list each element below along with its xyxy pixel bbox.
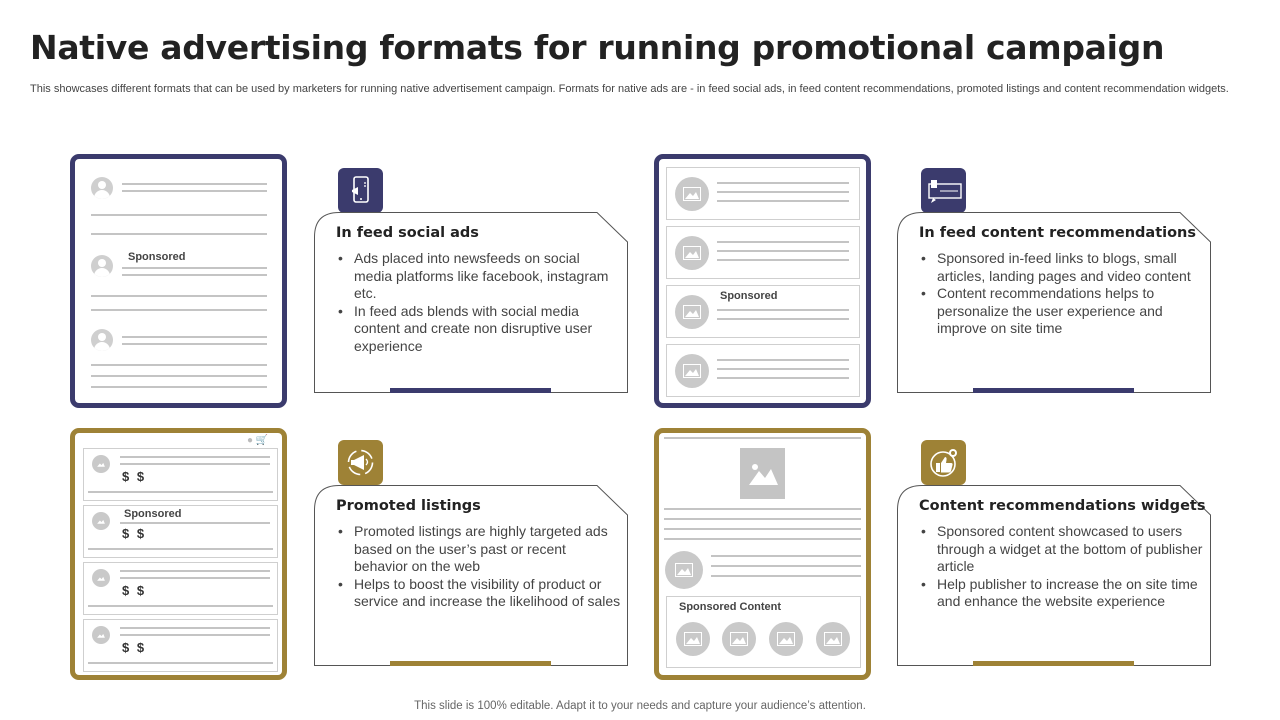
listing-item: [83, 619, 278, 672]
avatar-icon: [91, 329, 113, 351]
bullet-item: • Helps to boost the visibility of product or service and increase the likelihood of sales: [336, 576, 621, 611]
bullet-item: • In feed ads blends with social media content and create non disruptive user experience: [336, 303, 621, 356]
price-label: $ $: [122, 469, 147, 484]
sponsored-label: Sponsored: [128, 251, 186, 263]
listing-item: [83, 562, 278, 615]
card-in-feed-content-recommendations: [897, 212, 1211, 393]
price-label: $ $: [122, 640, 147, 655]
card-promoted-listings: [314, 485, 628, 666]
bullet-list: [336, 250, 621, 355]
card-accent-bar: [973, 661, 1134, 666]
listing-item-sponsored: [83, 505, 278, 558]
sponsored-widget: [666, 596, 861, 668]
image-icon: [675, 295, 709, 329]
article-image-icon: [740, 448, 785, 499]
bullet-item: • Promoted listings are highly targeted ads based on the user’s past or recent behavior on the web: [336, 523, 621, 576]
card-title: In feed content recommendations: [919, 225, 1197, 241]
bullet-item: • Ads placed into newsfeeds on social media platforms like facebook, instagram etc.: [336, 250, 621, 303]
sponsored-label: Sponsored: [124, 508, 182, 520]
image-icon: [675, 177, 709, 211]
widget-mockup: [654, 428, 871, 680]
feed-item: [666, 344, 860, 397]
content-feed-mockup: [654, 154, 871, 408]
card-title: In feed social ads: [336, 225, 479, 241]
card-title: Promoted listings: [336, 498, 481, 514]
bullet-item: • Sponsored in-feed links to blogs, small articles, landing pages and video content: [919, 250, 1204, 285]
page-subtitle: This showcases different formats that can be used by marketers for running native advertisement campaign. Formats for native ads are - in feed social ads, in feed content recommendations, promoted listings and content recommendation widgets.: [30, 83, 1229, 95]
image-icon: [92, 626, 110, 644]
card-content-recommendations-widgets: [897, 485, 1211, 666]
bullet-item: • Help publisher to increase the on site time and enhance the website experience: [919, 576, 1204, 611]
image-icon: [92, 569, 110, 587]
page-title: Native advertising formats for running promotional campaign: [30, 28, 1165, 67]
megaphone-icon: [338, 440, 383, 485]
card-title: Content recommendations widgets: [919, 498, 1206, 514]
image-icon: [722, 622, 756, 656]
image-icon: [769, 622, 803, 656]
feed-item-sponsored: [666, 285, 860, 338]
avatar-icon: [91, 255, 113, 277]
image-icon: [676, 622, 710, 656]
mobile-ad-icon: [338, 168, 383, 213]
price-label: $ $: [122, 526, 147, 541]
bullet-list: [919, 523, 1204, 611]
bullet-list: [919, 250, 1204, 338]
feed-item: [666, 167, 860, 220]
user-cart-icons: ● 🛒: [247, 435, 269, 446]
card-accent-bar: [390, 661, 551, 666]
avatar-icon: [91, 177, 113, 199]
feed-item: [666, 226, 860, 279]
footer-note: This slide is 100% editable. Adapt it to your needs and capture your audience’s attention.: [414, 700, 866, 712]
sponsored-content-label: Sponsored Content: [679, 601, 782, 613]
listings-mockup: [70, 428, 287, 680]
thumbs-up-icon: [921, 440, 966, 485]
image-icon: [675, 236, 709, 270]
image-icon: [675, 354, 709, 388]
listing-item: [83, 448, 278, 501]
social-feed-mockup: [70, 154, 287, 408]
recommendation-icon: [921, 168, 966, 213]
card-accent-bar: [390, 388, 551, 393]
image-icon: [92, 455, 110, 473]
card-accent-bar: [973, 388, 1134, 393]
image-icon: [665, 551, 703, 589]
image-icon: [816, 622, 850, 656]
price-label: $ $: [122, 583, 147, 598]
bullet-item: • Content recommendations helps to personalize the user experience and improve on site time: [919, 285, 1204, 338]
bullet-item: • Sponsored content showcased to users through a widget at the bottom of publisher article: [919, 523, 1204, 576]
bullet-list: [336, 523, 621, 611]
card-in-feed-social-ads: [314, 212, 628, 393]
sponsored-label: Sponsored: [720, 290, 778, 302]
image-icon: [92, 512, 110, 530]
